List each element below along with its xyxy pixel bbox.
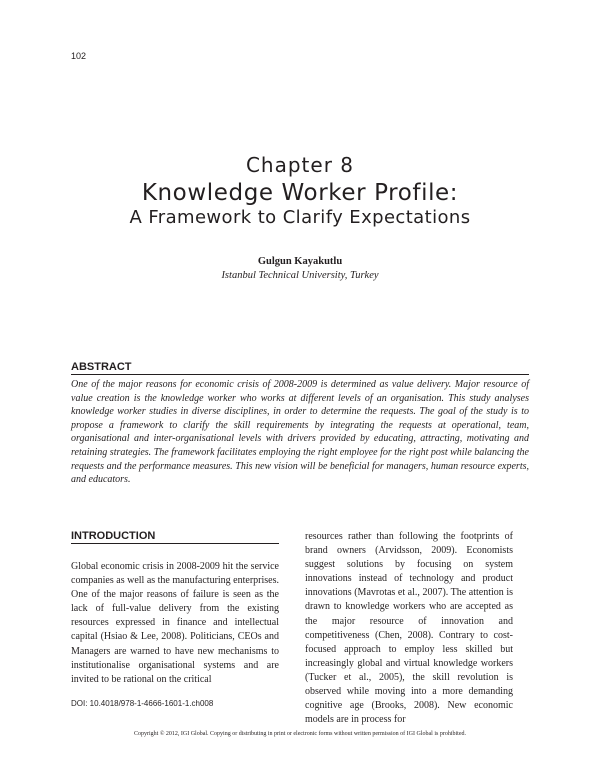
introduction-heading: INTRODUCTION	[71, 530, 156, 542]
chapter-label: Chapter 8	[245, 153, 355, 177]
copyright-notice: Copyright © 2012, IGI Global. Copying or distributing in print or electronic forms without written permission of IGI Global is prohibited.	[133, 731, 466, 737]
introduction-left-column: Global economic crisis in 2008-2009 hit the service companies as well as the manufacturing enterprises. One of the major reasons of failure is seen as the lack of full-value delivery from the existing resources expressed in finance and intellectual capital (Hsiao & Lee, 2008). Politicians, CEOs and Managers are warned to have new mechanisms to institutionalise organisational systems and are invited to be rational on the critical	[71, 561, 279, 685]
page-number: 102	[71, 51, 87, 61]
author-name: Gulgun Kayakutlu	[257, 256, 343, 267]
doi-link[interactable]: DOI: 10.4018/978-1-4666-1601-1.ch008	[71, 699, 214, 708]
chapter-title: Knowledge Worker Profile:	[141, 180, 459, 206]
chapter-subtitle: A Framework to Clarify Expectations	[129, 207, 471, 228]
introduction-right-column: resources rather than following the footprints of brand owners (Arvidsson, 2009). Economists suggest solutions by focusing on system innovations instead of technology and product innovations (Mavrotas et al., 2007). The attention is drawn to knowledge workers who are accepted as the major resource of innovation and competitiveness (Chen, 2008). Contrary to cost-focused approach to employ less skilled but increasingly global and virtual knowledge workers (Tucker et al., 2005), the skill revolution is observed while moving into a more demanding cognitive age (Brooks, 2008). New economic models are in process for	[305, 531, 513, 726]
abstract-text: One of the major reasons for economic crisis of 2008-2009 is determined as value delivery. Major resource of value creation is the knowledge worker who works at different levels of an organisation. This study analyses knowledge worker studies in diverse disciplines, in order to determine the requests. The goal of the study is to propose a framework to clarify the skill requirements by integrating the requests at operational, team, organisational and inter-organisational levels with drivers provided by educating, attracting, motivating and retaining strategies. The framework facilitates employing the right employee for the right post while balancing the requests and the performance measures. This new vision will be beneficial for managers, human resource experts, and educators.	[71, 379, 529, 486]
author-affiliation: Istanbul Technical University, Turkey	[221, 270, 379, 281]
abstract-divider	[71, 374, 529, 375]
abstract-heading: ABSTRACT	[71, 361, 132, 373]
introduction-divider	[71, 543, 279, 544]
